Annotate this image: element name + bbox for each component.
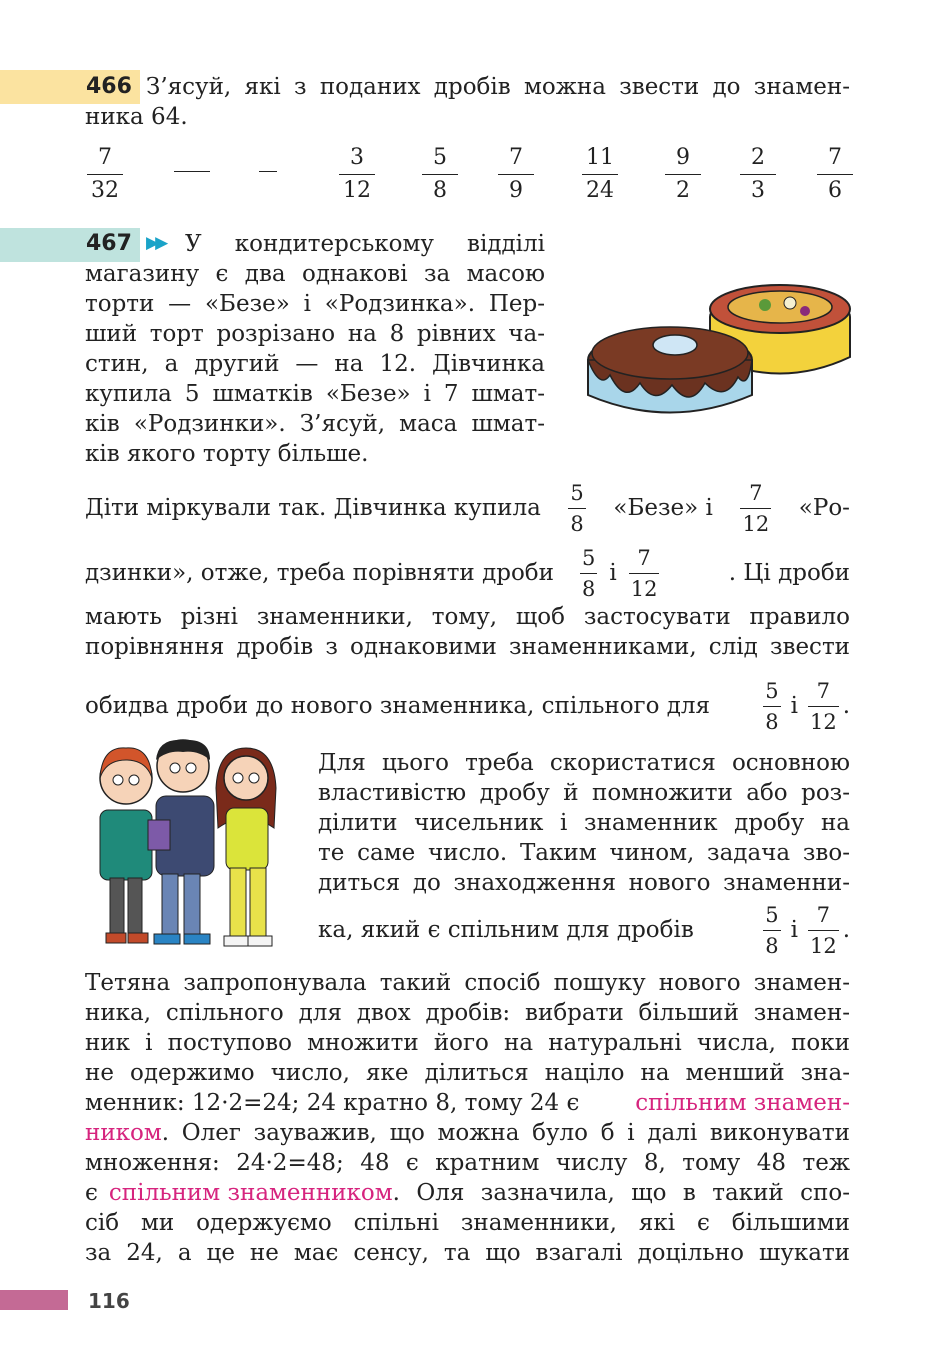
fraction-7-12: 7 12 <box>742 480 770 536</box>
reasoning-text: . Ці дроби <box>728 560 850 586</box>
task-467-line: ків якого торту більше. <box>85 441 369 467</box>
fraction-option: 7 32 <box>85 145 125 204</box>
fraction-5-8: 5 8 <box>581 545 596 601</box>
fraction-option: 7 9 <box>496 145 536 204</box>
para3-line-6 <box>85 1118 850 1148</box>
reasoning-line-5 <box>85 676 850 736</box>
task-467-line: купила 5 шматків «Безе» і 7 шмат- <box>85 381 545 407</box>
para2-text: і <box>790 917 798 943</box>
para3-line: множення: 24·2=48; 48 є кратним числу 8, тому 48 теж <box>85 1150 850 1176</box>
para2-line: ділити чисельник і знаменник дробу на <box>318 810 850 836</box>
fraction-option <box>172 145 212 175</box>
common-denominator-term: спільним знаменником <box>108 1180 393 1206</box>
reasoning-text: обидва дроби до нового знаменника, спільного для <box>85 693 711 719</box>
fraction-7-12: 7 12 <box>809 678 837 734</box>
task-466-line2: ника 64. <box>85 104 188 130</box>
fraction-5-8: 5 8 <box>765 678 779 734</box>
page-tab <box>0 1290 68 1310</box>
reasoning-text: і <box>790 693 798 719</box>
fraction-7-12: 7 12 <box>809 902 837 958</box>
common-denominator-term: ником <box>85 1120 162 1146</box>
task-467-line: ший торт розрізано на 8 рівних ча- <box>85 321 545 347</box>
para3-line: ника, спільного для двох дробів: вибрати більший знамен- <box>85 1000 850 1026</box>
page-number: 116 <box>88 1289 130 1313</box>
fraction-option: 9 2 <box>663 145 703 204</box>
double-arrow-icon: ▶▶ <box>146 233 165 253</box>
para3-line: сіб ми одержуємо спільні знаменники, які є більшими <box>85 1210 850 1236</box>
para2-line: те саме число. Таким чином, задача зво- <box>318 840 850 866</box>
task-467-line: магазину є два однакові за масою <box>85 261 545 287</box>
fraction-option: 2 3 <box>738 145 778 204</box>
reasoning-text: і <box>609 560 617 586</box>
para3-line-8 <box>85 1178 850 1208</box>
task-467-line: ків «Родзинки». З’ясуй, маса шмат- <box>85 411 545 437</box>
fraction-5-8: 5 8 <box>765 902 779 958</box>
para2-text: . <box>842 917 850 943</box>
reasoning-text: . <box>842 693 850 719</box>
para3-text: . Олег зауважив, що можна було б і далі виконувати <box>161 1120 850 1146</box>
reasoning-line-4: порівняння дробів з однаковими знаменниками, слід звести <box>85 634 850 660</box>
para3-line: за 24, а це не має сенсу, та що взагалі доцільно шукати <box>85 1240 850 1266</box>
para3-line: не одержимо число, яке ділиться націло на менший зна- <box>85 1060 850 1086</box>
para3-text: менник: 12·2=24; 24 кратно 8, тому 24 є <box>85 1090 580 1116</box>
para2-line: диться до знаходження нового знаменни- <box>318 870 850 896</box>
task-467-line: У кондитерському відділі <box>185 231 545 257</box>
para3-text: є <box>85 1180 98 1206</box>
children-illustration <box>88 738 293 953</box>
common-denominator-term: спільним знамен- <box>635 1090 850 1116</box>
para2-line: властивістю дробу й помножити або роз- <box>318 780 850 806</box>
task-467-line: стин, а другий — на 12. Дівчинка <box>85 351 545 377</box>
fraction-option: 11 24 <box>580 145 620 204</box>
para3-text: . Оля зазначила, що в такий спо- <box>392 1180 850 1206</box>
fraction-option: 3 12 <box>337 145 377 204</box>
fraction-option: 7 6 <box>815 145 855 204</box>
reasoning-text: дзинки», отже, треба порівняти дроби <box>85 560 554 586</box>
reasoning-line-2 <box>85 543 850 603</box>
reasoning-line-3: мають різні знаменники, тому, щоб застосувати правило <box>85 604 850 630</box>
task-466-number: 466 <box>86 74 132 99</box>
fraction-option: 5 8 <box>420 145 460 204</box>
para3-line: Тетяна запропонувала такий спосіб пошуку нового знамен- <box>85 970 850 996</box>
para2-line: Для цього треба скористатися основною <box>318 750 850 776</box>
fraction-5-8: 5 8 <box>570 480 584 536</box>
reasoning-text: «Безе» і <box>613 495 713 521</box>
para2-last-line <box>318 900 850 960</box>
fraction-7-12: 7 12 <box>630 545 658 601</box>
reasoning-text: «Ро- <box>798 495 850 521</box>
task-466-line1: З’ясуй, які з поданих дробів можна звести до знамен- <box>146 74 850 100</box>
para3-line-5 <box>85 1088 850 1118</box>
task-467-number: 467 <box>86 231 132 256</box>
reasoning-text: Діти міркували так. Дівчинка купила <box>85 495 541 521</box>
para3-line: ник і поступово множити його на натуральні числа, поки <box>85 1030 850 1056</box>
fraction-option <box>257 145 279 175</box>
para2-text: ка, який є спільним для дробів <box>318 917 694 943</box>
cakes-illustration <box>580 265 855 435</box>
task-467-line: торти — «Безе» і «Родзинка». Пер- <box>85 291 545 317</box>
reasoning-line-1 <box>85 478 850 538</box>
